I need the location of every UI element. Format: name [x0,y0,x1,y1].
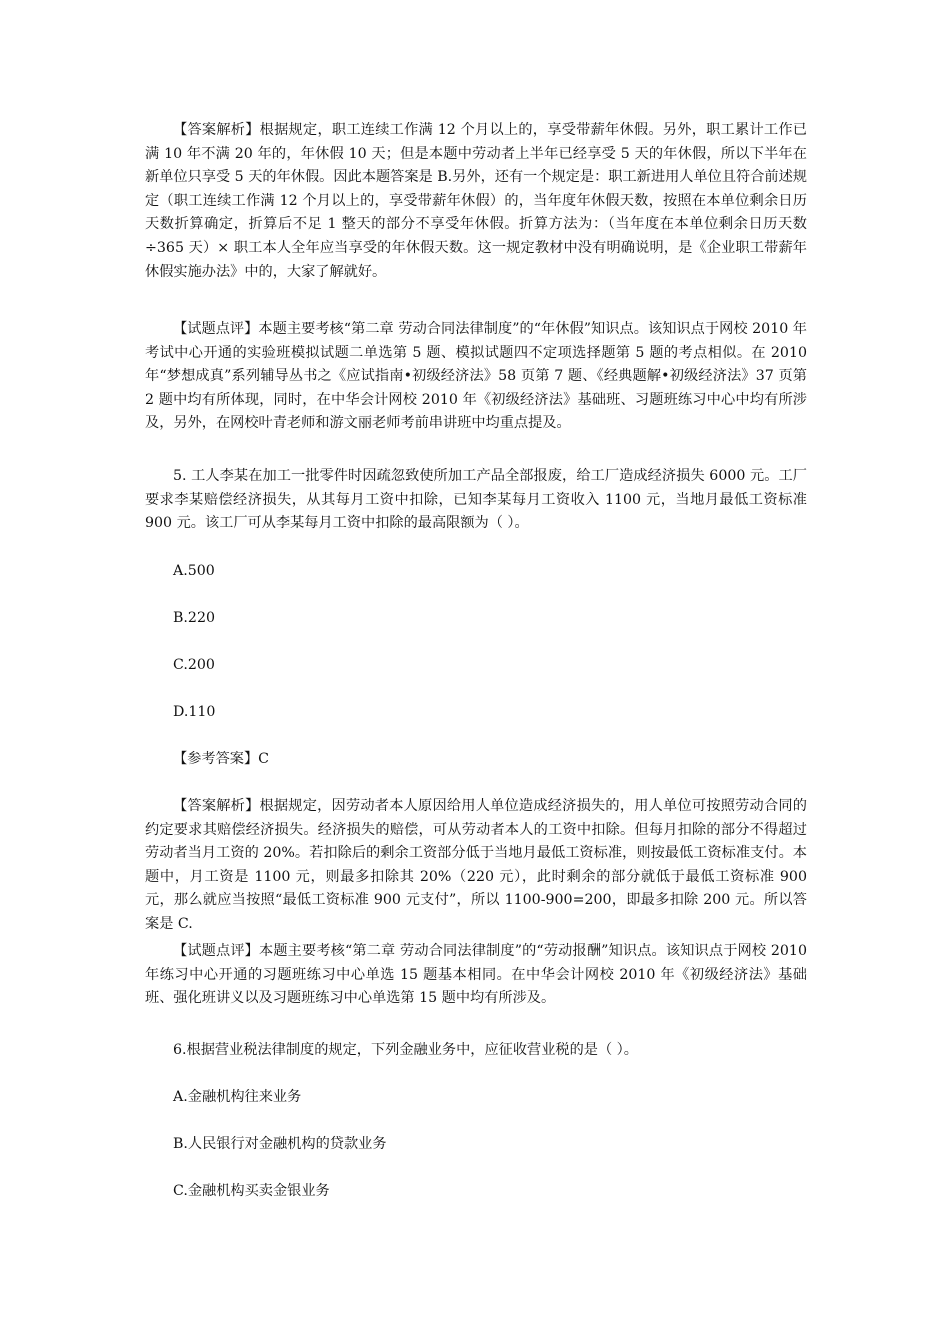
question-6-option-c: C.金融机构买卖金银业务 [173,1183,330,1199]
question-review-q5: 【试题点评】本题主要考核“第二章 劳动合同法律制度”的“劳动报酬”知识点。该知识点于网校 2010 年练习中心开通的习题班练习中心单选 15 题基本相同。在中华会计网校 2010 年《初级经济法》基础班、强化班讲义以及习题班练习中心单选第 15 题中均有所涉及。 [145,943,807,1007]
question-5-option-c: C.200 [173,657,215,673]
question-5-option-b: B.220 [173,610,216,626]
answer-explanation-q4: 【答案解析】根据规定，职工连续工作满 12 个月以上的，享受带薪年休假。另外，职工累计工作已满 10 年不满 20 年的，年休假 10 天；但是本题中劳动者上半年已经享受 5 天的年休假，所以下半年在新单位只享受 5 天的年休假。因此本题答案是 B.另外，还有一个规定是：职工新进用人单位且符合前述规定（职工连续工作满 12 个月以上的，享受带薪年休假）的，当年度年休假天数，按照在本单位剩余日历天数折算确定，折算后不足 1 整天的部分不享受年休假。折算方法为：（当年度在本单位剩余日历天数 ÷365 天）× 职工本人全年应当享受的年休假天数。这一规定教材中没有明确说明，是《企业职工带薪年休假实施办法》中的，大家了解就好。 [145,122,807,280]
question-5-stem: 5. 工人李某在加工一批零件时因疏忽致使所加工产品全部报废，给工厂造成经济损失 6000 元。工厂要求李某赔偿经济损失，从其每月工资中扣除，已知李某每月工资收入 1100 元，当地月最低工资标准 900 元。该工厂可从李某每月工资中扣除的最高限额为（ ）。 [145,468,807,532]
question-review-q4: 【试题点评】本题主要考核“第二章 劳动合同法律制度”的“年休假”知识点。该知识点于网校 2010 年考试中心开通的实验班模拟试题二单选第 5 题、模拟试题四不定项选择题第 5 题的考点相似。在 2010 年“梦想成真”系列辅导丛书之《应试指南•初级经济法》58 页第 7 题、《经典题解•初级经济法》37 页第 2 题中均有所体现，同时，在中华会计网校 2010 年《初级经济法》基础班、习题班练习中心中均有所涉及，另外，在网校叶青老师和游文丽老师考前串讲班中均重点提及。 [145,321,807,432]
question-6-stem: 6.根据营业税法律制度的规定，下列金融业务中，应征收营业税的是（ ）。 [173,1042,638,1058]
question-6-option-b: B.人民银行对金融机构的贷款业务 [173,1136,387,1152]
question-5-option-a: A.500 [173,563,215,579]
question-5-reference-answer: 【参考答案】C [173,751,269,767]
question-6-option-a: A.金融机构往来业务 [173,1089,302,1105]
answer-explanation-q5: 【答案解析】根据规定，因劳动者本人原因给用人单位造成经济损失的，用人单位可按照劳动合同的约定要求其赔偿经济损失。经济损失的赔偿，可从劳动者本人的工资中扣除。但每月扣除的部分不得超过劳动者当月工资的 20%。若扣除后的剩余工资部分低于当地月最低工资标准，则按最低工资标准支付。本题中，月工资是 1100 元，则最多扣除其 20%（220 元），此时剩余的部分就低于最低工资标准 900 元，那么就应当按照“最低工资标准 900 元支付”，所以 1100-900=200，即最多扣除 200 元。所以答案是 C. [145,798,807,932]
question-5-option-d: D.110 [173,704,216,720]
